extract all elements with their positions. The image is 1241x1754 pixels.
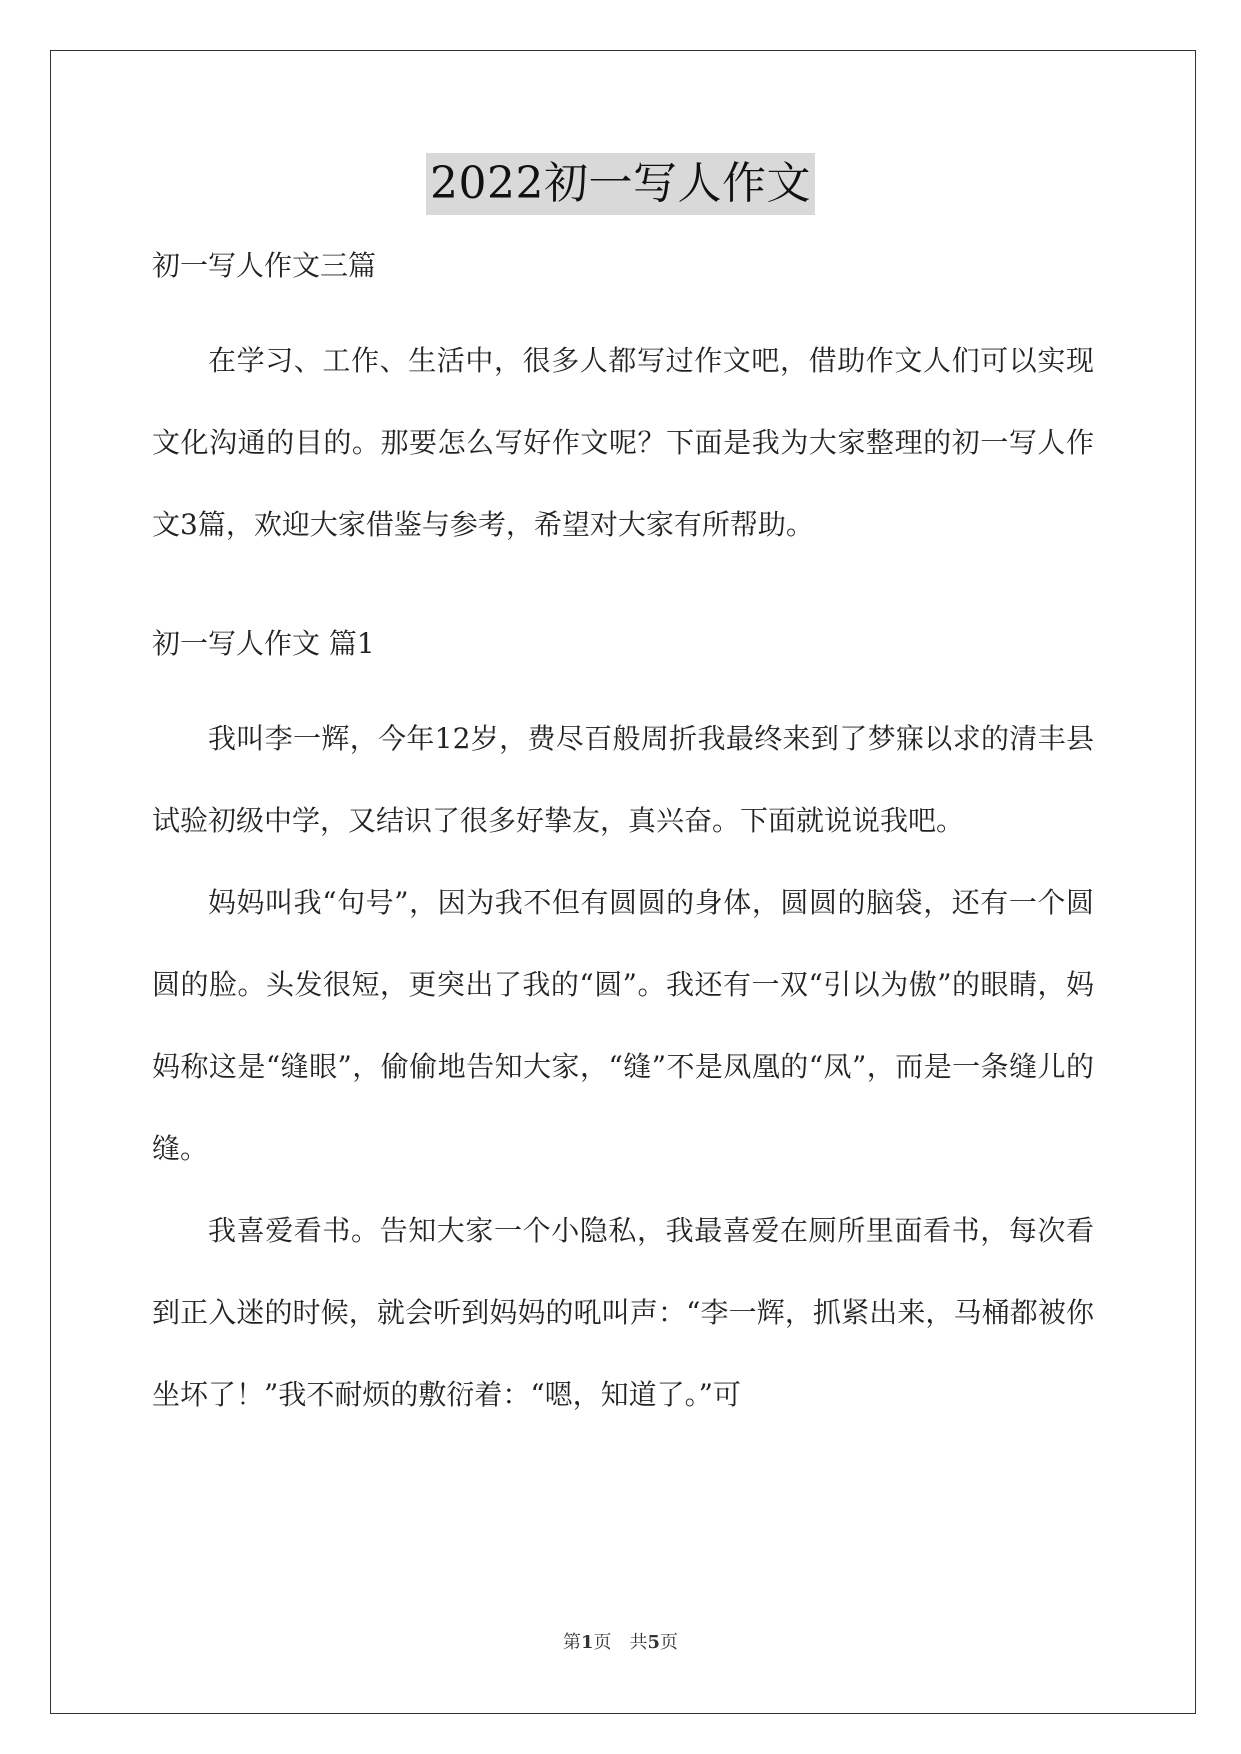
footer-current-page: 1 xyxy=(580,1632,594,1653)
footer-page-prefix: 第 xyxy=(562,1632,581,1653)
body-paragraph: 我喜爱看书。告知大家一个小隐私，我最喜爱在厕所里面看书，每次看到正入迷的时候，就会听到妈妈的吼叫声：“李一辉，抓紧出来，马桶都被你坐坏了！”我不耐烦的敷衍着：“嗯，知道了。”可 xyxy=(152,1214,1094,1411)
intro-paragraph: 在学习、工作、生活中，很多人都写过作文吧，借助作文人们可以实现文化沟通的目的。那要怎么写好作文呢？下面是我为大家整理的初一写人作文3篇，欢迎大家借鉴与参考，希望对大家有所帮助。 xyxy=(152,344,1094,541)
body-paragraph: 妈妈叫我“句号”，因为我不但有圆圆的身体，圆圆的脑袋，还有一个圆圆的脸。头发很短，更突出了我的“圆”。我还有一双“引以为傲”的眼睛，妈妈称这是“缝眼”，偷偷地告知大家，“缝”不是凤凰的“凤”，而是一条缝儿的缝。 xyxy=(152,886,1094,1165)
document-title: 2022初一写人作文 xyxy=(426,153,815,215)
footer-page-mid: 页 共 xyxy=(593,1632,648,1653)
footer-total-pages: 5 xyxy=(647,1632,661,1653)
document-subtitle: 初一写人作文三篇 xyxy=(152,249,377,282)
body-paragraph: 我叫李一辉，今年12岁，费尽百般周折我最终来到了梦寐以求的清丰县试验初级中学，又结识了很多好挚友，真兴奋。下面就说说我吧。 xyxy=(152,722,1094,837)
page-footer xyxy=(0,1628,1241,1654)
title-container xyxy=(0,153,1241,215)
footer-page-suffix: 页 xyxy=(660,1632,679,1653)
document-body xyxy=(152,238,1094,1436)
section-heading: 初一写人作文 篇1 xyxy=(152,627,375,660)
